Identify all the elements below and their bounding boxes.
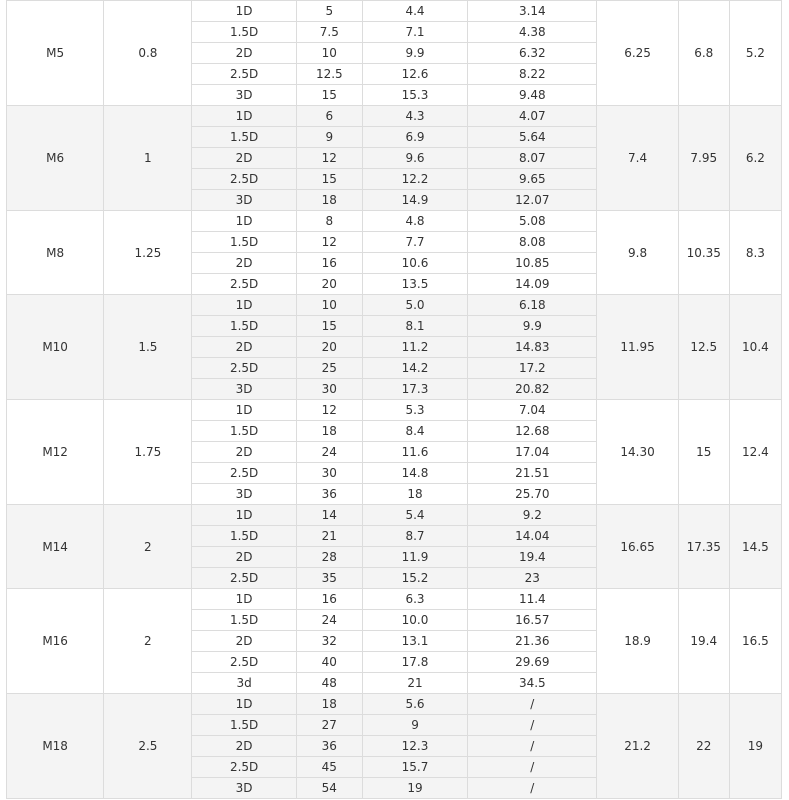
pitch-cell: 2 [104,589,192,694]
depth-cell: 1D [192,1,296,22]
thread-size-cell: M10 [7,295,104,400]
depth-cell: 1.5D [192,715,296,736]
value-a-cell: 5.0 [362,295,467,316]
value-b-cell: / [468,694,597,715]
value-a-cell: 17.8 [362,652,467,673]
col7-cell: 7.4 [597,106,678,211]
size-group [7,694,782,799]
depth-cell: 3D [192,379,296,400]
length-cell: 12 [296,232,362,253]
col8-cell: 19.4 [678,589,729,694]
length-cell: 12.5 [296,64,362,85]
value-b-cell: 8.22 [468,64,597,85]
thread-size-cell: M5 [7,1,104,106]
length-cell: 36 [296,736,362,757]
value-a-cell: 13.5 [362,274,467,295]
table-row [7,400,782,421]
length-cell: 6 [296,106,362,127]
col7-cell: 16.65 [597,505,678,589]
length-cell: 18 [296,694,362,715]
value-b-cell: / [468,736,597,757]
value-a-cell: 5.3 [362,400,467,421]
depth-cell: 2.5D [192,169,296,190]
depth-cell: 2D [192,631,296,652]
col9-cell: 10.4 [729,295,781,400]
length-cell: 30 [296,463,362,484]
value-a-cell: 14.2 [362,358,467,379]
value-b-cell: 20.82 [468,379,597,400]
size-group [7,106,782,211]
length-cell: 25 [296,358,362,379]
value-a-cell: 7.7 [362,232,467,253]
value-a-cell: 13.1 [362,631,467,652]
col7-cell: 6.25 [597,1,678,106]
col7-cell: 18.9 [597,589,678,694]
value-a-cell: 6.3 [362,589,467,610]
value-a-cell: 11.2 [362,337,467,358]
value-a-cell: 17.3 [362,379,467,400]
col7-cell: 21.2 [597,694,678,799]
depth-cell: 2.5D [192,652,296,673]
value-a-cell: 8.1 [362,316,467,337]
value-b-cell: 10.85 [468,253,597,274]
depth-cell: 1D [192,211,296,232]
depth-cell: 1D [192,400,296,421]
depth-cell: 1D [192,106,296,127]
value-b-cell: 14.83 [468,337,597,358]
length-cell: 18 [296,421,362,442]
value-b-cell: 19.4 [468,547,597,568]
table-row [7,211,782,232]
value-a-cell: 15.7 [362,757,467,778]
length-cell: 16 [296,253,362,274]
value-b-cell: 7.04 [468,400,597,421]
value-b-cell: 17.04 [468,442,597,463]
length-cell: 28 [296,547,362,568]
value-a-cell: 12.6 [362,64,467,85]
col7-cell: 14.30 [597,400,678,505]
value-b-cell: 17.2 [468,358,597,379]
length-cell: 12 [296,148,362,169]
depth-cell: 2.5D [192,358,296,379]
size-group [7,295,782,400]
thread-size-cell: M14 [7,505,104,589]
length-cell: 32 [296,631,362,652]
length-cell: 24 [296,610,362,631]
table-row [7,505,782,526]
length-cell: 20 [296,274,362,295]
length-cell: 48 [296,673,362,694]
value-b-cell: 23 [468,568,597,589]
value-b-cell: 9.2 [468,505,597,526]
depth-cell: 1D [192,589,296,610]
length-cell: 9 [296,127,362,148]
value-a-cell: 12.3 [362,736,467,757]
depth-cell: 1.5D [192,22,296,43]
depth-cell: 3d [192,673,296,694]
pitch-cell: 1 [104,106,192,211]
length-cell: 15 [296,316,362,337]
col9-cell: 8.3 [729,211,781,295]
depth-cell: 2.5D [192,274,296,295]
value-a-cell: 4.3 [362,106,467,127]
value-b-cell: 12.07 [468,190,597,211]
value-b-cell: 9.48 [468,85,597,106]
depth-cell: 2.5D [192,64,296,85]
depth-cell: 2D [192,253,296,274]
col8-cell: 22 [678,694,729,799]
value-a-cell: 15.3 [362,85,467,106]
value-a-cell: 19 [362,778,467,799]
value-b-cell: 14.04 [468,526,597,547]
col9-cell: 12.4 [729,400,781,505]
value-b-cell: 6.32 [468,43,597,64]
value-a-cell: 6.9 [362,127,467,148]
value-a-cell: 21 [362,673,467,694]
value-b-cell: 25.70 [468,484,597,505]
value-b-cell: 11.4 [468,589,597,610]
depth-cell: 1.5D [192,421,296,442]
depth-cell: 3D [192,484,296,505]
depth-cell: 2D [192,736,296,757]
length-cell: 15 [296,169,362,190]
value-b-cell: 8.08 [468,232,597,253]
value-b-cell: 16.57 [468,610,597,631]
size-group [7,1,782,106]
size-group [7,505,782,589]
depth-cell: 1.5D [192,316,296,337]
value-a-cell: 9 [362,715,467,736]
depth-cell: 1D [192,694,296,715]
depth-cell: 1.5D [192,232,296,253]
value-b-cell: 4.07 [468,106,597,127]
value-a-cell: 10.6 [362,253,467,274]
value-a-cell: 10.0 [362,610,467,631]
pitch-cell: 0.8 [104,1,192,106]
thread-size-cell: M12 [7,400,104,505]
length-cell: 16 [296,589,362,610]
col9-cell: 6.2 [729,106,781,211]
length-cell: 14 [296,505,362,526]
value-a-cell: 15.2 [362,568,467,589]
depth-cell: 2.5D [192,463,296,484]
value-b-cell: / [468,778,597,799]
value-a-cell: 8.4 [362,421,467,442]
thread-size-cell: M16 [7,589,104,694]
length-cell: 10 [296,43,362,64]
col8-cell: 15 [678,400,729,505]
pitch-cell: 2.5 [104,694,192,799]
col9-cell: 19 [729,694,781,799]
value-b-cell: 9.9 [468,316,597,337]
col8-cell: 12.5 [678,295,729,400]
length-cell: 8 [296,211,362,232]
value-a-cell: 9.6 [362,148,467,169]
size-group [7,589,782,694]
length-cell: 30 [296,379,362,400]
thread-size-cell: M8 [7,211,104,295]
value-b-cell: 6.18 [468,295,597,316]
length-cell: 18 [296,190,362,211]
value-a-cell: 8.7 [362,526,467,547]
length-cell: 54 [296,778,362,799]
length-cell: 12 [296,400,362,421]
value-a-cell: 11.6 [362,442,467,463]
value-b-cell: 3.14 [468,1,597,22]
value-b-cell: 21.36 [468,631,597,652]
table-row [7,1,782,22]
depth-cell: 3D [192,778,296,799]
value-b-cell: 21.51 [468,463,597,484]
col8-cell: 10.35 [678,211,729,295]
value-a-cell: 12.2 [362,169,467,190]
col9-cell: 16.5 [729,589,781,694]
length-cell: 40 [296,652,362,673]
pitch-cell: 1.25 [104,211,192,295]
value-b-cell: 29.69 [468,652,597,673]
value-b-cell: 8.07 [468,148,597,169]
depth-cell: 1D [192,505,296,526]
table-row [7,694,782,715]
length-cell: 24 [296,442,362,463]
thread-size-cell: M18 [7,694,104,799]
value-b-cell: / [468,757,597,778]
pitch-cell: 1.5 [104,295,192,400]
col7-cell: 11.95 [597,295,678,400]
depth-cell: 2D [192,442,296,463]
col8-cell: 7.95 [678,106,729,211]
length-cell: 36 [296,484,362,505]
value-a-cell: 9.9 [362,43,467,64]
length-cell: 20 [296,337,362,358]
length-cell: 15 [296,85,362,106]
value-b-cell: 12.68 [468,421,597,442]
value-a-cell: 7.1 [362,22,467,43]
value-a-cell: 4.8 [362,211,467,232]
length-cell: 27 [296,715,362,736]
length-cell: 7.5 [296,22,362,43]
value-a-cell: 5.4 [362,505,467,526]
size-group [7,400,782,505]
value-a-cell: 18 [362,484,467,505]
col9-cell: 5.2 [729,1,781,106]
value-a-cell: 14.8 [362,463,467,484]
col7-cell: 9.8 [597,211,678,295]
depth-cell: 1.5D [192,610,296,631]
depth-cell: 3D [192,85,296,106]
depth-cell: 2.5D [192,568,296,589]
depth-cell: 1D [192,295,296,316]
spec-table [6,0,782,799]
value-b-cell: 5.64 [468,127,597,148]
value-a-cell: 11.9 [362,547,467,568]
size-group [7,211,782,295]
value-b-cell: 5.08 [468,211,597,232]
table-row [7,589,782,610]
depth-cell: 2D [192,337,296,358]
value-a-cell: 14.9 [362,190,467,211]
col8-cell: 17.35 [678,505,729,589]
pitch-cell: 2 [104,505,192,589]
depth-cell: 2.5D [192,757,296,778]
value-b-cell: / [468,715,597,736]
col8-cell: 6.8 [678,1,729,106]
length-cell: 5 [296,1,362,22]
thread-size-cell: M6 [7,106,104,211]
depth-cell: 1.5D [192,526,296,547]
pitch-cell: 1.75 [104,400,192,505]
depth-cell: 3D [192,190,296,211]
depth-cell: 2D [192,148,296,169]
length-cell: 35 [296,568,362,589]
table-row [7,106,782,127]
length-cell: 10 [296,295,362,316]
value-b-cell: 4.38 [468,22,597,43]
length-cell: 45 [296,757,362,778]
value-a-cell: 5.6 [362,694,467,715]
table-row [7,295,782,316]
value-a-cell: 4.4 [362,1,467,22]
depth-cell: 2D [192,547,296,568]
value-b-cell: 34.5 [468,673,597,694]
depth-cell: 2D [192,43,296,64]
col9-cell: 14.5 [729,505,781,589]
length-cell: 21 [296,526,362,547]
value-b-cell: 14.09 [468,274,597,295]
value-b-cell: 9.65 [468,169,597,190]
depth-cell: 1.5D [192,127,296,148]
